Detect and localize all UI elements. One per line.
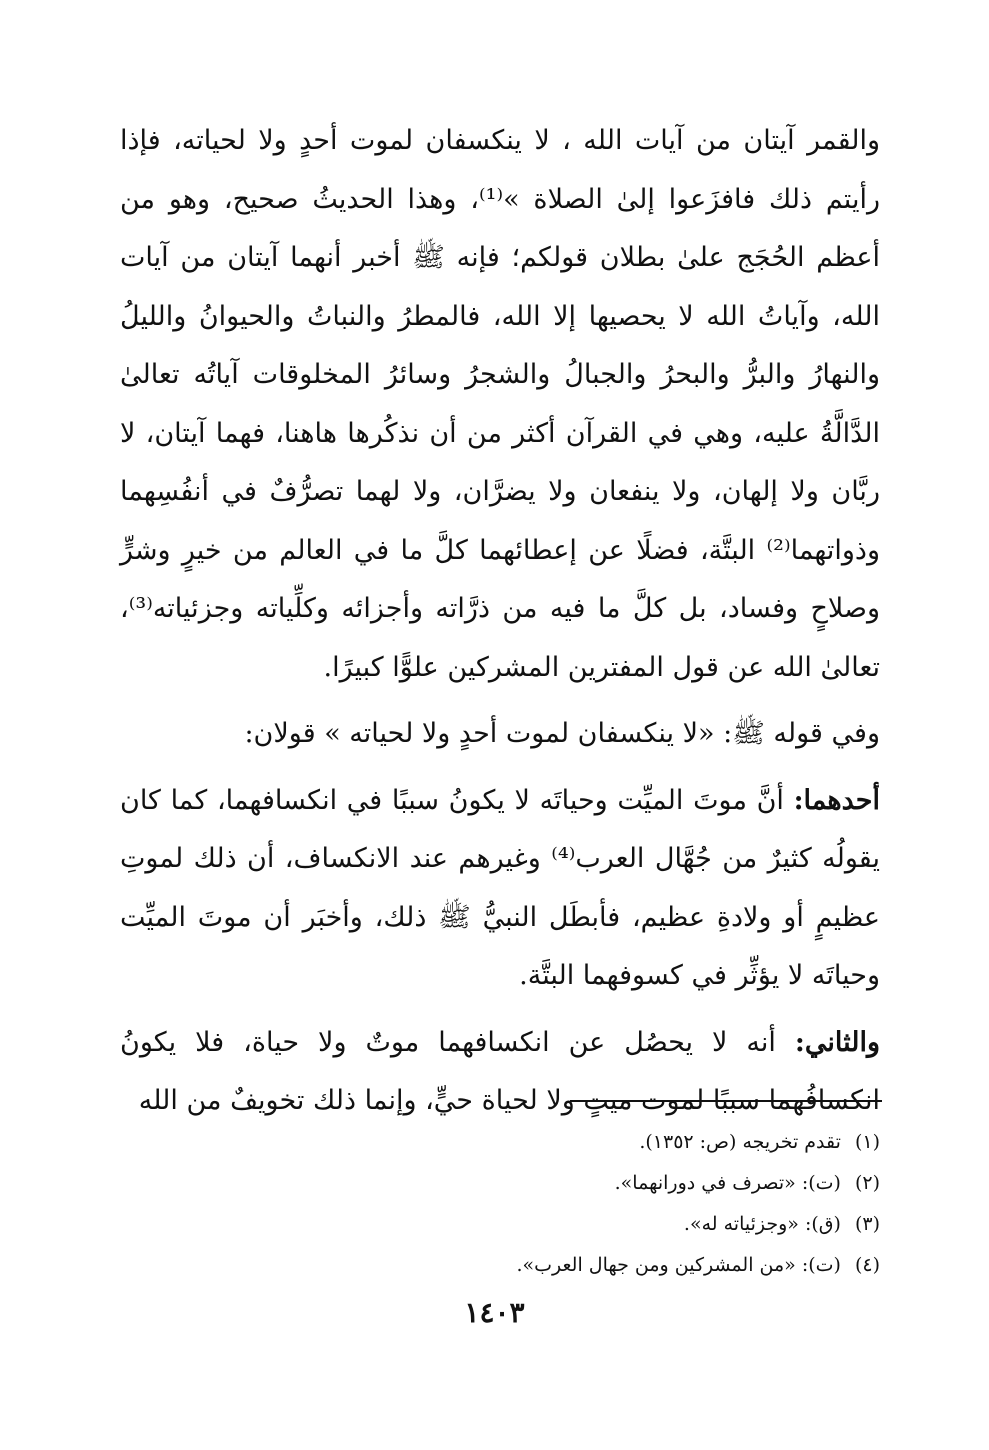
page-number: ١٤٠٣ (464, 1296, 525, 1329)
footnote-text: (ت): «من المشركين ومن جهال العرب». (516, 1254, 841, 1276)
paragraph-2: وفي قوله ﷺ: «لا ينكسفان لموت أحدٍ ولا لحياته » قولان: (244, 718, 880, 749)
footnote-number: (٣) (854, 1213, 880, 1235)
footnote-text: (ق): «وجزئياته له». (683, 1213, 841, 1235)
footnote-4 (300, 1245, 880, 1286)
paragraph-4 (120, 1014, 880, 1131)
footnote-number: (١) (854, 1131, 880, 1153)
footnote-3 (300, 1204, 880, 1245)
footnotes (300, 1122, 880, 1286)
footnote-1 (300, 1122, 880, 1163)
footnote-text: (ت): «تصرف في دورانهما». (614, 1172, 841, 1194)
footnote-text: تقدم تخريجه (ص: ١٣٥٢). (639, 1131, 841, 1153)
paragraph-1: والقمر آيتان من آيات الله ، لا ينكسفان لموت أحدٍ ولا لحياته، فإذا رأيتم ذلك فافزَعوا إلىٰ الصلاة »⁽¹⁾، وهذا الحديثُ صحيح، وهو من أعظم الحُجَج علىٰ بطلان قولكم؛ فإنه ﷺ أخبر أنهما آيتان من آيات الله، وآياتُ الله لا يحصيها إلا الله، فالمطرُ والنباتُ والحيوانُ والليلُ والنهارُ والبرُّ والبحرُ والجبالُ والشجرُ وسائرُ المخلوقات آياتُه تعالىٰ الدَّالَّةُ عليه، وهي في القرآن أكثر من أن نذكُرها هاهنا، فهما آيتان، لا ربَّان ولا إلهان، ولا ينفعان ولا يضرَّان، ولا لهما تصرُّفٌ في أنفُسِهما وذواتهما⁽²⁾ البتَّة، فضلًا عن إعطائهما كلَّ ما في العالم من خيرٍ وشرٍّ وصلاحٍ وفساد، بل كلَّ ما فيه من ذرَّاته وأجزائه وكلِّياته وجزئياته⁽³⁾، تعالىٰ الله عن قول المفترين المشركين علوًّا كبيرًا. (120, 125, 880, 683)
footnote-separator (570, 1100, 882, 1102)
footnote-number: (٤) (854, 1254, 880, 1276)
footnote-number: (٢) (854, 1172, 880, 1194)
paragraph-3 (120, 772, 880, 1006)
main-text (120, 112, 880, 1131)
footnote-2 (300, 1163, 880, 1204)
paragraph-4-text: أنه لا يحصُل عن انكسافهما موتٌ ولا حياة، فلا يكونُ انكسافُهما سببًا لموت ميتٍ ولا لحياة حيٍّ، وإنما ذلك تخويفٌ من الله (120, 1026, 880, 1116)
paragraph-3-heading: أحدهما: (793, 784, 880, 816)
paragraph-4-heading: والثاني: (794, 1026, 880, 1058)
paragraph-3-text: أنَّ موتَ الميِّت وحياتَه لا يكونُ سببًا في انكسافهما، كما كان يقولُه كثيرٌ من جُهَّال العرب⁽⁴⁾ وغيرهم عند الانكساف، أن ذلك لموتِ عظيمٍ أو ولادةِ عظيم، فأبطَل النبيُّ ﷺ ذلك، وأخبَر أن موتَ الميِّت وحياتَه لا يؤثِّر في كسوفهما البتَّة. (120, 784, 880, 991)
